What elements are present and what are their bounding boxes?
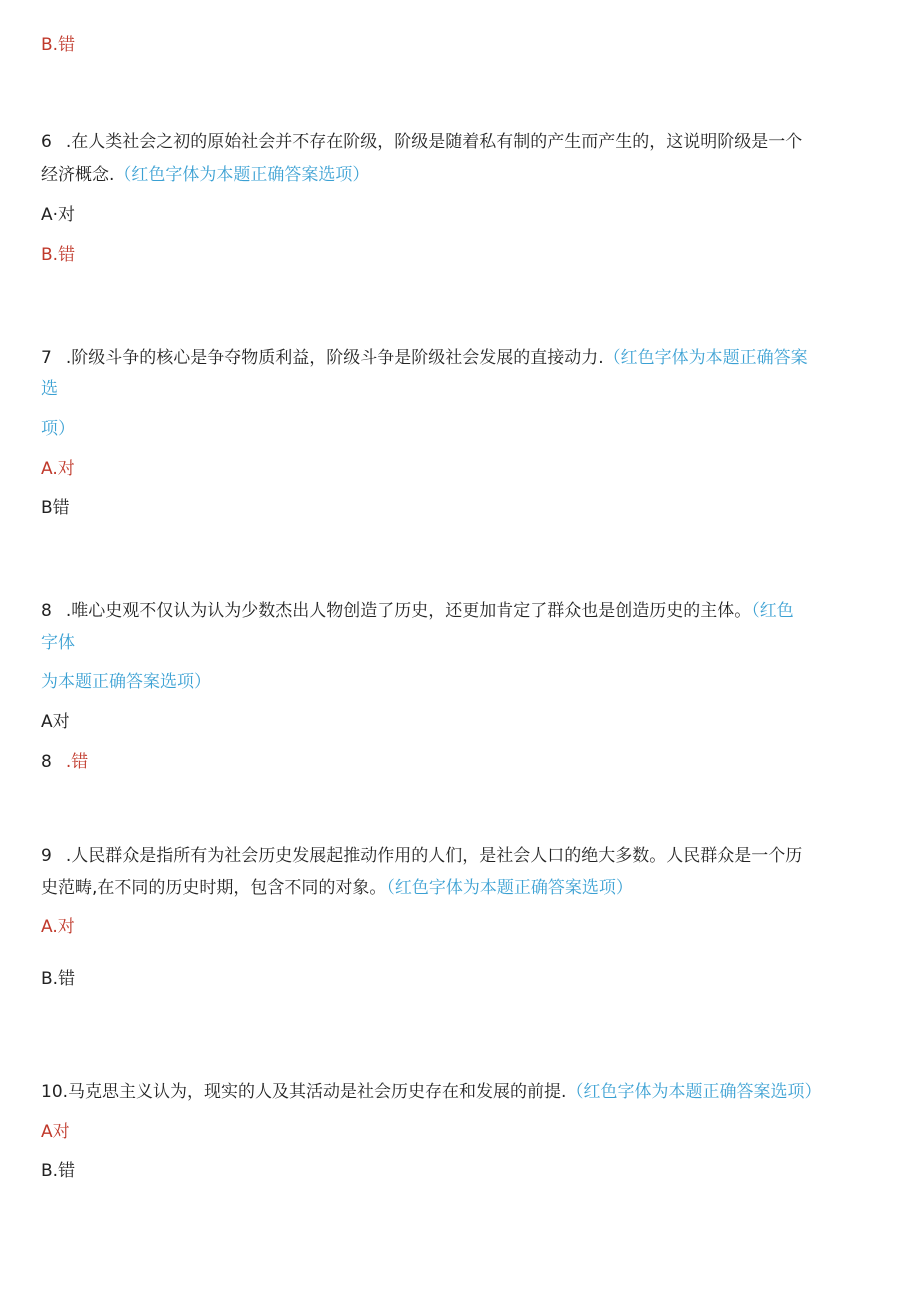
question-6-hint: （红色字体为本题正确答案选项）	[114, 165, 370, 185]
question-7-line-1	[41, 345, 808, 371]
question-8-text: .唯心史观不仅认为认为少数杰出人物创造了历史，还更加肯定了群众也是创造历史的主体。	[65, 601, 752, 621]
question-8-line-1	[41, 598, 794, 624]
question-9-line-1	[41, 843, 802, 869]
question-10-hint: （红色字体为本题正确答案选项）	[566, 1082, 822, 1102]
question-8-option-b-number: 8	[41, 752, 52, 772]
question-7-hint-line-2: 选	[41, 379, 58, 399]
question-6-option-b: B.错	[41, 245, 76, 265]
question-8-option-b	[41, 749, 88, 775]
question-8-hint: （红色	[751, 601, 794, 621]
question-10-option-a: A对	[41, 1122, 70, 1142]
question-9-option-b: B.错	[41, 969, 76, 989]
question-6-text: .在人类社会之初的原始社会并不存在阶级，阶级是随着私有制的产生而产生的，这说明阶级是一个	[65, 132, 803, 152]
question-10-line-1	[41, 1079, 821, 1105]
question-7-hint: （红色字体为本题正确答案	[603, 348, 808, 368]
question-7-text: .阶级斗争的核心是争夺物质利益，阶级斗争是阶级社会发展的直接动力.	[65, 348, 604, 368]
question-9-text: .人民群众是指所有为社会历史发展起推动作用的人们，是社会人口的绝大多数。人民群众是一个历	[65, 846, 803, 866]
question-8-option-a: A对	[41, 712, 70, 732]
question-6-line-2	[41, 162, 369, 188]
question-10-option-b: B.错	[41, 1161, 76, 1181]
question-8-number: 8	[41, 601, 52, 621]
question-9-number: 9	[41, 846, 52, 866]
question-7-number: 7	[41, 348, 52, 368]
prev-question-option-b: B.错	[41, 35, 76, 55]
question-8-hint-line-2: 字体	[41, 633, 75, 653]
question-6-number: 6	[41, 132, 52, 152]
question-7-hint-line-3: 项）	[41, 419, 75, 439]
question-7-option-a: A.对	[41, 459, 75, 479]
question-6-line-1	[41, 129, 802, 155]
question-9-hint: （红色字体为本题正确答案选项）	[386, 878, 633, 898]
question-6-text-cont: 经济概念.	[41, 165, 115, 185]
question-9-line-2	[41, 875, 633, 901]
question-10-text: 10.马克思主义认为，现实的人及其活动是社会历史存在和发展的前提.	[41, 1082, 567, 1102]
question-6-option-a: A·对	[41, 205, 76, 225]
question-7-option-b: B错	[41, 498, 70, 518]
question-9-option-a: A.对	[41, 917, 75, 937]
question-8-option-b-text: .错	[65, 752, 89, 772]
question-8-hint-line-3: 为本题正确答案选项）	[41, 672, 211, 692]
question-9-text-cont: 史范畴,在不同的历史时期，包含不同的对象。	[41, 878, 387, 898]
